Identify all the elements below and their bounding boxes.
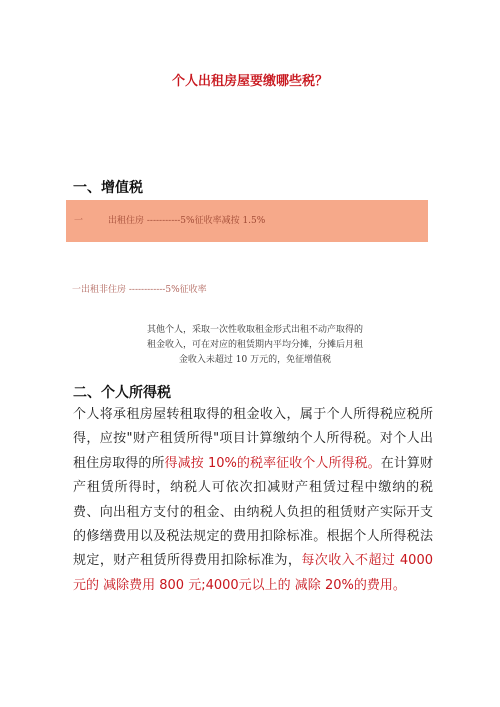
highlighted-deduction-text: 每次收入不超过 4000 元的 减除费用 800 元;4000元以上的 减除 20%的费用。	[73, 553, 433, 593]
document-title: 个人出租房屋要缴哪些税？	[171, 74, 328, 89]
note-line: 租金收入，可在对应的租赁期内平均分摊，分摊后月租	[146, 340, 363, 350]
exemption-note	[110, 323, 400, 368]
income-tax-paragraph	[73, 403, 433, 598]
section-heading-vat: 一、增值税	[73, 180, 143, 196]
note-line: 其他个人，采取一次性收取租金形式出租不动产取得的	[146, 325, 363, 335]
highlighted-rate-text: 得减按 10%的税率征收个人所得税。	[164, 455, 381, 471]
note-line: 金收入未超过 10 万元的，免征增值税	[178, 355, 332, 365]
residential-rate-line: 出租住房 -----------5%征收率减按 1.5%	[108, 216, 266, 226]
band-dash: 一	[74, 216, 84, 226]
paragraph-text: 个人将承租房屋转租取得的租金收入，属于个人所得税应税所得，应按"财产租赁所得"项目计算缴纳个人所得税。对个人出租住房取得的所	[73, 407, 433, 471]
highlight-band	[66, 200, 428, 242]
non-residential-rate-line: 一出租非住房 ------------5%征收率	[72, 285, 207, 295]
paragraph-text: 在计算财产租赁所得时，纳税人可依次扣减财产租赁过程中缴纳的税费、向出租方支付的租金、由纳税人负担的租赁财产实际开支的修缮费用以及税法规定的费用扣除标准。根据个人所得税法规定，财产租赁所得费用扣除标准为，	[73, 455, 433, 569]
section-heading-income-tax: 二、个人所得税	[73, 385, 171, 401]
